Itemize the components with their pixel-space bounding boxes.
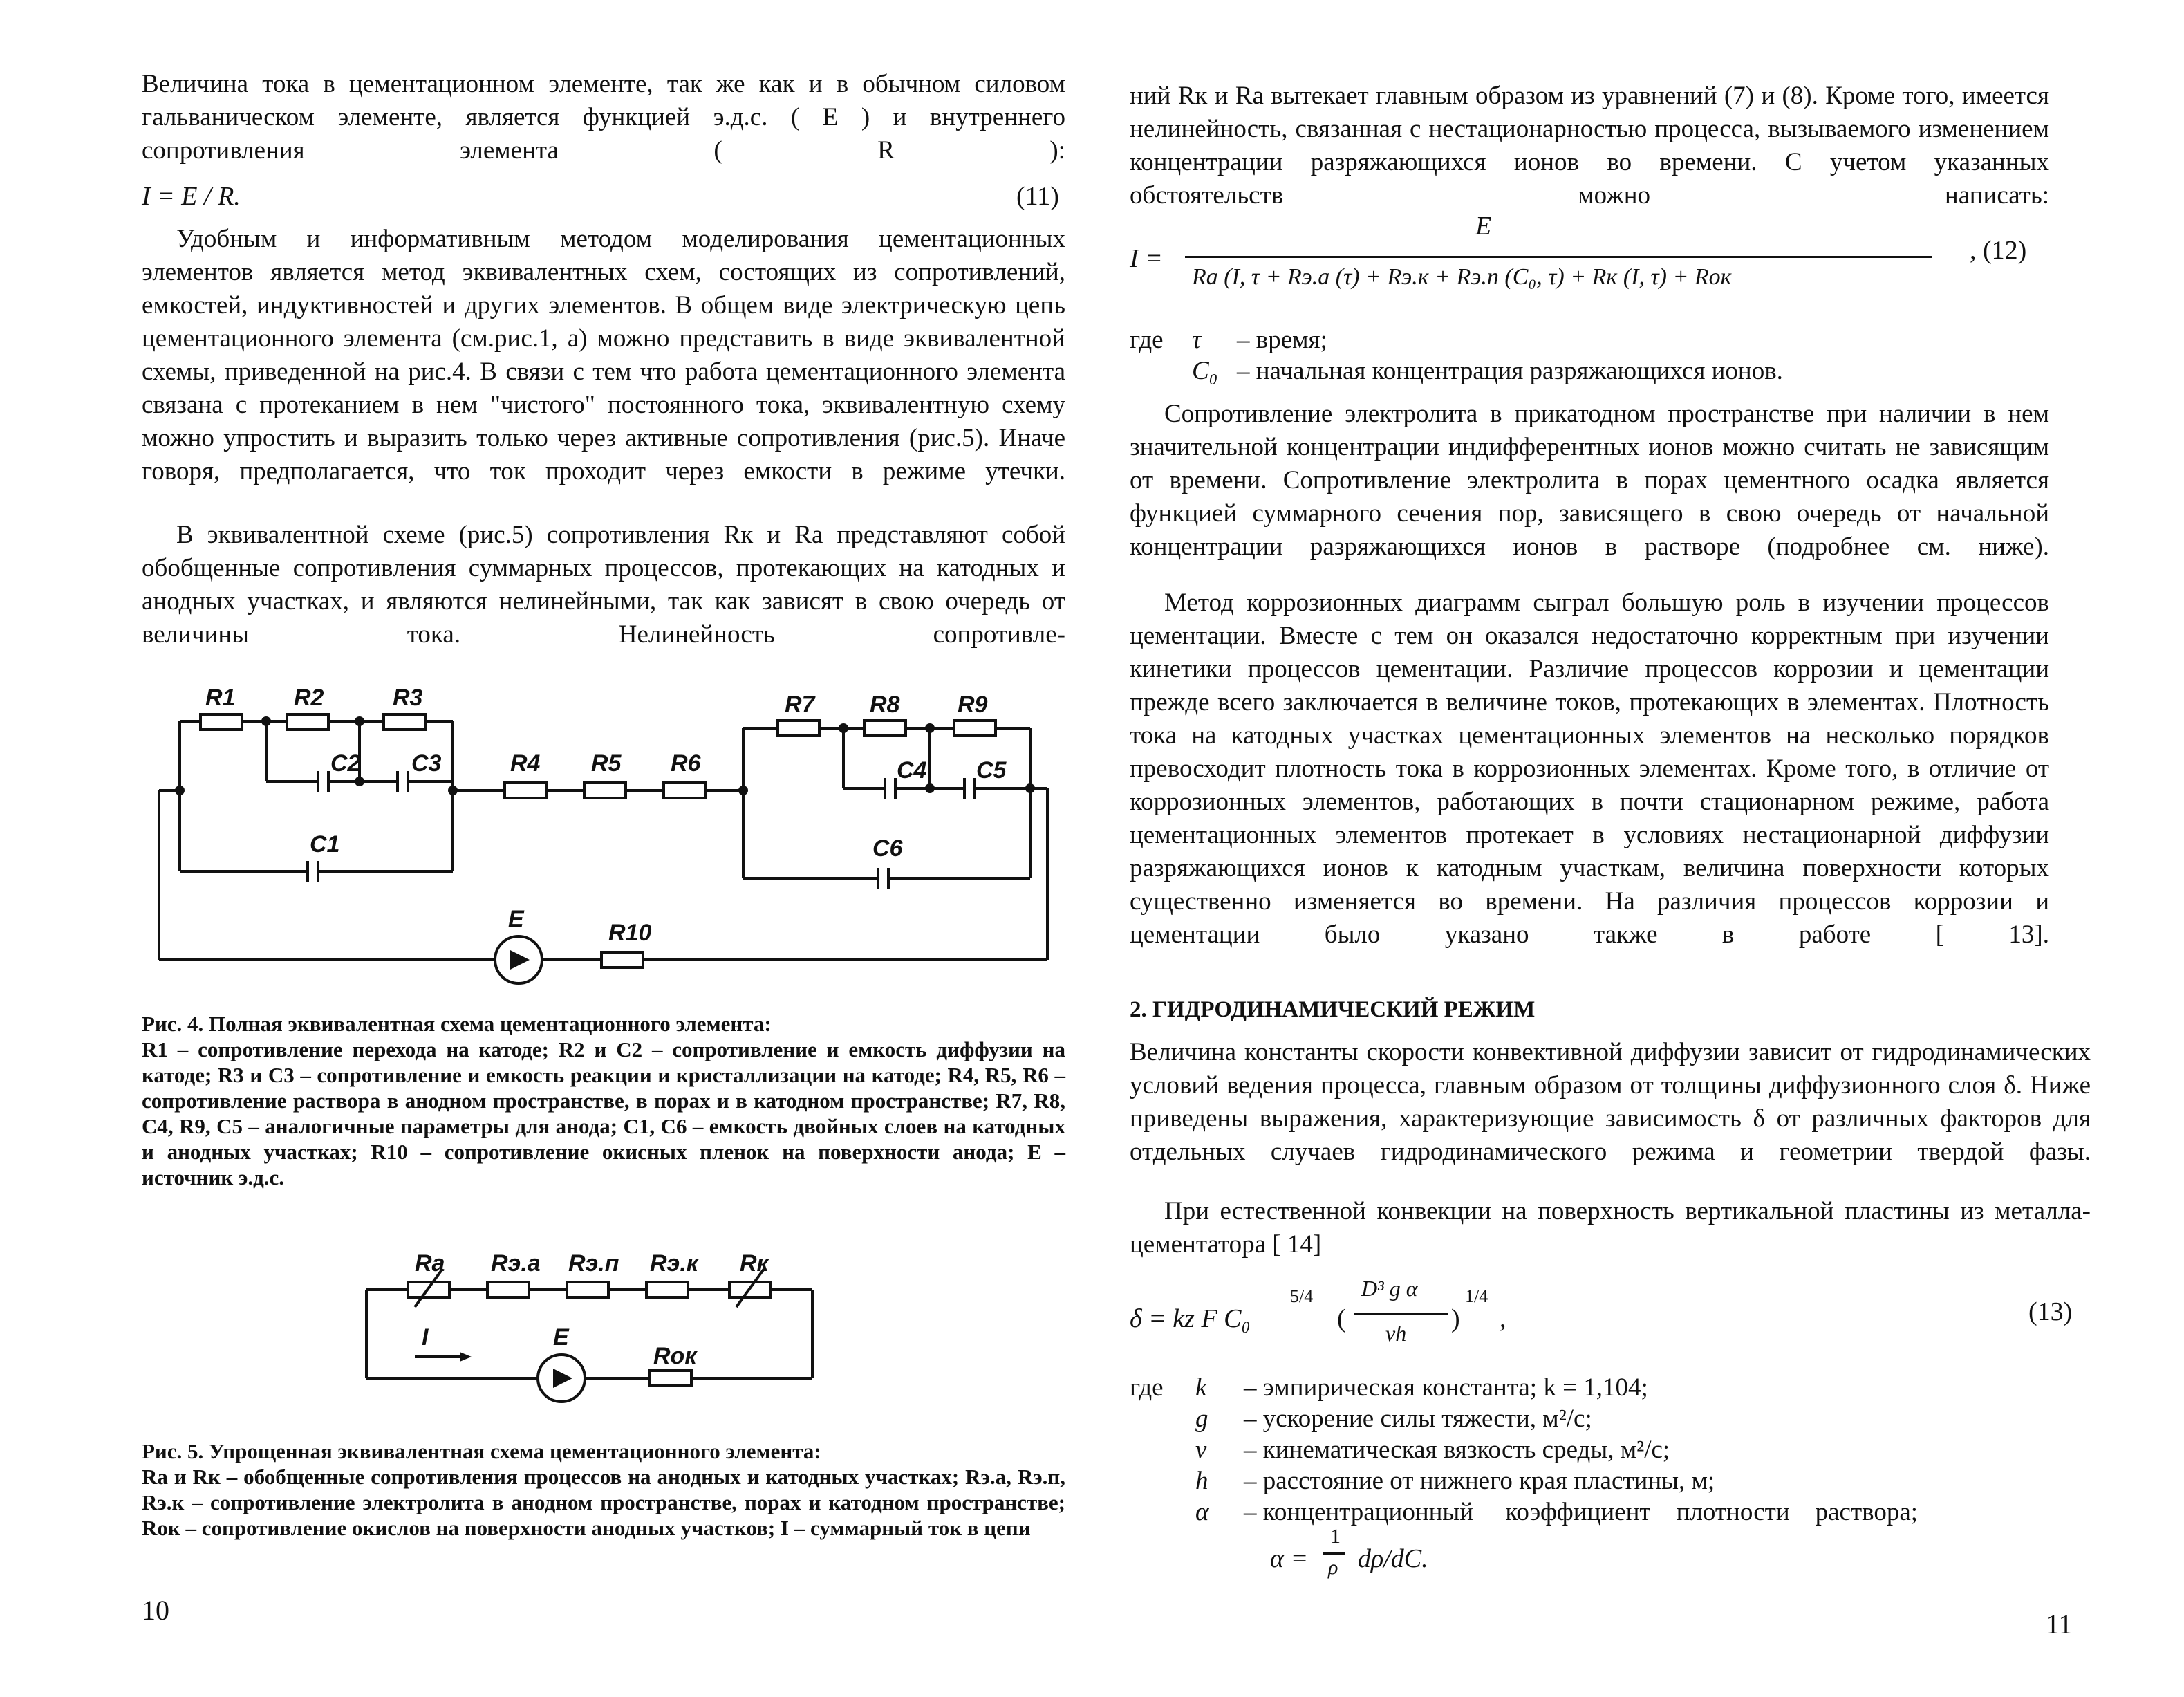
label-c4: C4 <box>897 757 927 783</box>
tau-definition: – время; <box>1237 326 1327 354</box>
section-heading: 2. ГИДРОДИНАМИЧЕСКИЙ РЕЖИМ <box>1130 997 1536 1022</box>
page-number-left: 10 <box>142 1595 169 1626</box>
label-r10: R10 <box>608 920 652 946</box>
figure-4-caption-title: Рис. 4. Полная эквивалентная схема цементационного элемента: <box>142 1012 772 1036</box>
label-e: E <box>508 906 524 932</box>
def-alpha-text: – концентрационный коэффициент плотности раствора; <box>1244 1498 1919 1526</box>
resistor-rea <box>487 1282 529 1297</box>
equation-11: I = E / R. <box>142 182 241 211</box>
resistor-rep <box>567 1282 608 1297</box>
alpha-eq-denominator: ρ <box>1328 1556 1338 1579</box>
equation-13-frac-num: D³ g α <box>1361 1276 1418 1301</box>
equation-13-number: (13) <box>2028 1297 2073 1326</box>
alpha-eq-fraction-bar <box>1323 1552 1345 1555</box>
def-k-text: – эмпирическая константа; k = 1,104; <box>1244 1373 1648 1402</box>
def-h-symbol: h <box>1195 1467 1208 1495</box>
right-page <box>1092 0 2184 1697</box>
label-rea: Rэ.а <box>491 1250 541 1277</box>
label-r7: R7 <box>785 692 815 718</box>
label-ra: Rа <box>415 1250 445 1277</box>
alpha-eq-numerator: 1 <box>1330 1525 1341 1548</box>
equation-13-close-paren: ) <box>1451 1304 1460 1333</box>
equation-12-fraction-bar <box>1185 256 1932 258</box>
def-k-symbol: k <box>1195 1373 1207 1402</box>
paragraph-r3: Метод коррозионных диаграмм сыграл большую роль в изучении процессов цементации. Вместе с тем он оказался недостаточно корректным при изучении кинетики процессов цементации. Различие процессов коррозии и цементации прежде всего заключается в величине токов, протекающих в элементах. Плотность тока на катодных участках цементационных элементов на несколько порядков превосходит плотность тока в коррозионных элементах. Кроме того, в отличие от коррозионных элементов, работающих в почти стационарном режиме, работа цементационных элементов протекает в условиях нестационарной диффузии разряжающихся ионов к катодным участкам, величина поверхности которых существенно изменяется во времени. На различия процессов коррозии и цементации было указано также в работе [ 13]. <box>1130 588 2049 949</box>
alpha-eq-rhs: dρ/dC. <box>1358 1544 1428 1573</box>
c0-symbol: C₀ <box>1192 357 1218 385</box>
resistor-rok <box>650 1371 691 1386</box>
equation-12-denominator: Rа (I, τ + Rэ.а (τ) + Rэ.к + Rэ.п (C₀, τ) + Rк (I, τ) + Rок <box>1192 264 1732 290</box>
equation-13-lhs: δ = kz F C₀ <box>1130 1304 1251 1333</box>
label-c1: C1 <box>310 831 340 857</box>
equation-11-number: (11) <box>1016 182 1059 211</box>
paragraph-r2: Сопротивление электролита в прикатодном пространстве при наличии в нем значительной концентрации индифферентных ионов можно считать не зависящим от времени. Сопротивление электролита в порах цементного осадка является функцией суммарного сечения пор, зависящего в свою очередь от начальной концентрации разряжающихся ионов в растворе (подробнее см. ниже). <box>1130 400 2049 561</box>
paragraph-r4: Величина константы скорости конвективной диффузии зависит от гидродинамических условий ведения процесса, главным образом от толщины диффузионного слоя δ. Ниже приведены выражения, характеризующие зависимость δ от различных факторов для отдельных случаев гидродинамического режима и геометрии твердой фазы. <box>1130 1038 2091 1166</box>
label-r1: R1 <box>205 685 236 711</box>
label-r2: R2 <box>294 685 324 711</box>
label-r9: R9 <box>958 692 988 718</box>
equation-13-exp1: 5/4 <box>1290 1286 1314 1306</box>
equation-13-open-paren: ( <box>1337 1304 1346 1333</box>
label-r3: R3 <box>393 685 423 711</box>
where-label-2: где <box>1130 1373 1164 1402</box>
def-nu-text: – кинематическая вязкость среды, м²/с; <box>1244 1436 1670 1464</box>
equation-12-lhs: I = <box>1130 244 1163 273</box>
figure-4-caption-body: R1 – сопротивление перехода на катоде; R2 и C2 – сопротивление и емкость диффузии на катоде; R3 и C3 – сопротивление и емкость реакции и кристаллизации на катоде; R4, R5, R6 – сопротивление раствора в анодном пространстве, в порах и в катодном пространстве; R7, R8, C4, R9, C5 – аналогичные параметры для анода; C1, C6 – емкость двойных слоев на катодных и анодных участках; R10 – сопротивление окисных пленок на поверхности анода; E – источник э.д.с. <box>142 1037 1065 1189</box>
page-number-right: 11 <box>2046 1608 2073 1640</box>
def-h-text: – расстояние от нижнего края пластины, м; <box>1244 1467 1715 1495</box>
paragraph-1: Величина тока в цементационном элементе, так же как и в обычном силовом гальваническом элементе, является функцией э.д.с. ( E ) и внутреннего сопротивления элемента ( R ): <box>142 70 1065 165</box>
tau-symbol: τ <box>1192 326 1202 354</box>
label-i: I <box>422 1324 429 1351</box>
equation-13-frac-den: νh <box>1385 1321 1407 1346</box>
figure-5-caption-body: Rа и Rк – обобщенные сопротивления процессов на анодных и катодных участках; Rэ.а, Rэ.п, Rэ.к – сопротивление электролита в анодном пространстве, порах и катодном пространстве; Rок – сопротивление окислов на поверхности анодных участков; I – суммарный ток в цепи <box>142 1465 1065 1540</box>
label-rek: Rэ.к <box>650 1250 698 1277</box>
label-c5: C5 <box>976 757 1007 783</box>
equation-13-fraction-bar <box>1354 1313 1448 1315</box>
paragraph-3: В эквивалентной схеме (рис.5) сопротивления Rк и Rа представляют собой обобщенные сопротивления суммарных процессов, протекающих на катодных и анодных участках, и являются нелинейными, так как зависят в свою очередь от величины тока. Нелинейность сопротивле- <box>142 521 1065 649</box>
def-nu-symbol: ν <box>1195 1436 1207 1464</box>
label-c2: C2 <box>330 750 361 777</box>
label-c6: C6 <box>872 835 903 862</box>
label-c3: C3 <box>411 750 442 777</box>
def-alpha-symbol: α <box>1195 1498 1209 1526</box>
figure-5-circuit <box>0 0 1092 1452</box>
label-r4: R4 <box>510 750 541 777</box>
alpha-eq-lhs: α = <box>1270 1544 1309 1573</box>
paragraph-2: Удобным и информативным методом моделирования цементационных элементов является метод эквивалентных схем, состоящих из сопротивлений, емкостей, индуктивностей и других элементов. В общем виде электрическую цепь цементационного элемента (см.рис.1, a) можно представить в виде эквивалентной схемы, приведенной на рис.4. В связи с тем что работа цементационного элемента связана с протеканием в нем "чистого" постоянного тока, эквивалентную схему можно упростить и выразить только через активные сопротивления (рис.5). Иначе говоря, предполагается, что ток проходит через емкости в режиме утечки. <box>142 225 1065 485</box>
def-g-text: – ускорение силы тяжести, м²/с; <box>1244 1404 1592 1433</box>
figure-5-caption-title: Рис. 5. Упрощенная эквивалентная схема цементационного элемента: <box>142 1439 821 1463</box>
equation-13-comma: , <box>1500 1304 1506 1333</box>
resistor-rek <box>646 1282 688 1297</box>
equation-12-number: , (12) <box>1970 236 2027 265</box>
label-r6: R6 <box>671 750 701 777</box>
label-r5: R5 <box>591 750 622 777</box>
where-label-1: где <box>1130 326 1164 354</box>
label-rk: Rк <box>740 1250 769 1277</box>
c0-definition: – начальная концентрация разряжающихся ионов. <box>1237 357 1783 385</box>
def-g-symbol: g <box>1195 1404 1208 1433</box>
equation-12-numerator: E <box>1475 212 1492 241</box>
equation-13-exp2: 1/4 <box>1465 1286 1488 1306</box>
label-rok: Rок <box>653 1343 697 1369</box>
paragraph-r5: При естественной конвекции на поверхность вертикальной пластины из металла-цементатора [ 14] <box>1130 1197 2091 1259</box>
label-r8: R8 <box>870 692 900 718</box>
label-rep: Rэ.п <box>568 1250 619 1277</box>
label-e-fig5: E <box>553 1324 569 1351</box>
paragraph-r1: ний Rк и Rа вытекает главным образом из уравнений (7) и (8). Кроме того, имеется нелинейность, связанная с нестационарностью процесса, вызываемого изменением концентрации разряжающихся ионов во времени. С учетом указанных обстоятельств можно написать: <box>1130 82 2049 210</box>
